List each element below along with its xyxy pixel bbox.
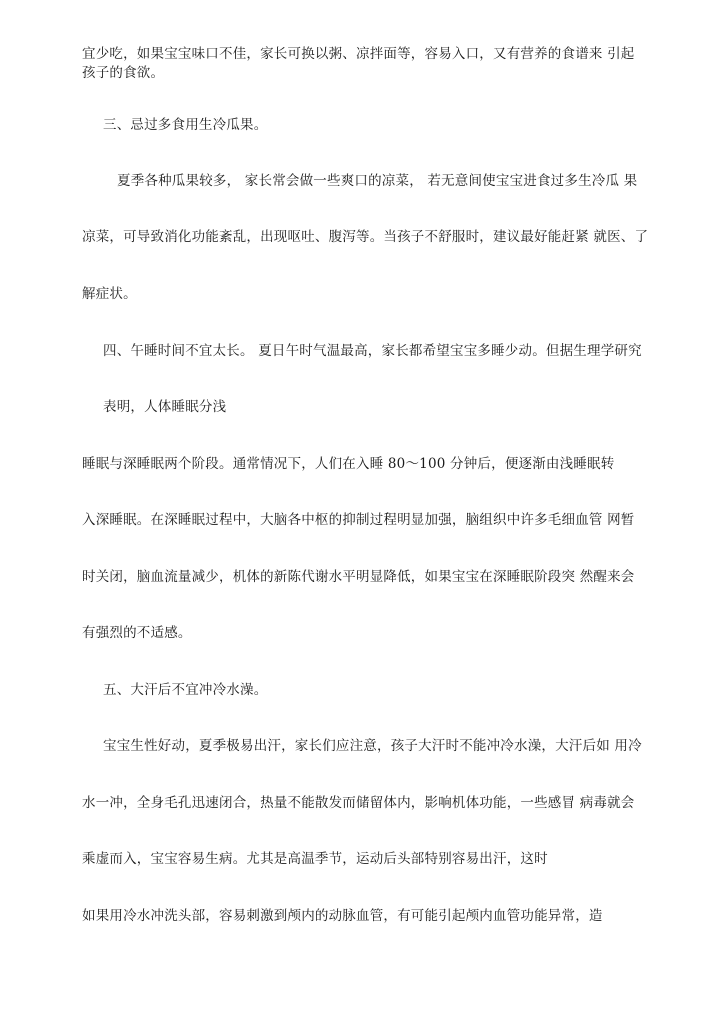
paragraph-line: 有强烈的不适感。: [82, 625, 192, 641]
paragraph-line: 睡眠与深睡眠两个阶段。通常情况下，人们在入睡 80～100 分钟后，便逐渐由浅睡眠转: [82, 456, 615, 472]
paragraph-line: 宜少吃，如果宝宝味口不佳，家长可换以粥、凉拌面等，容易入口，又有营养的食谱来 引起: [82, 46, 635, 62]
paragraph-line: 凉菜，可导致消化功能紊乱，出现呕吐、腹泻等。当孩子不舒服时，建议最好能赶紧 就医、了: [82, 229, 649, 245]
paragraph-line: 宝宝生性好动，夏季极易出汗，家长们应注意，孩子大汗时不能冲冷水澡，大汗后如 用冷: [103, 738, 642, 754]
paragraph-line: 入深睡眠。在深睡眠过程中，大脑各中枢的抑制过程明显加强，脑组织中许多毛细血管 网暂: [82, 512, 635, 528]
paragraph-line: 如果用冷水冲洗头部，容易刺激到颅内的动脉血管，有可能引起颅内血管功能异常，造: [82, 908, 603, 924]
paragraph-line: 夏季各种瓜果较多， 家长常会做一些爽口的凉菜， 若无意间使宝宝进食过多生冷瓜 果: [117, 173, 638, 189]
paragraph-line: 解症状。: [82, 286, 137, 302]
section-heading: 四、午睡时间不宜太长。 夏日午时气温最高，家长都希望宝宝多睡少动。但据生理学研究: [103, 343, 642, 359]
paragraph-line: 时关闭，脑血流量减少，机体的新陈代谢水平明显降低，如果宝宝在深睡眠阶段突 然醒来会: [82, 569, 635, 585]
paragraph-line: 水一冲，全身毛孔迅速闭合，热量不能散发而储留体内，影响机体功能，一些感冒 病毒就会: [82, 795, 635, 811]
paragraph-line: 孩子的食欲。: [82, 65, 165, 81]
section-heading: 三、忌过多食用生冷瓜果。: [103, 117, 268, 133]
paragraph-line: 表明，人体睡眠分浅: [103, 399, 227, 415]
section-heading: 五、大汗后不宜冲冷水澡。: [103, 682, 268, 698]
paragraph-line: 乘虚而入，宝宝容易生病。尤其是高温季节，运动后头部特别容易出汗，这时: [82, 851, 548, 867]
